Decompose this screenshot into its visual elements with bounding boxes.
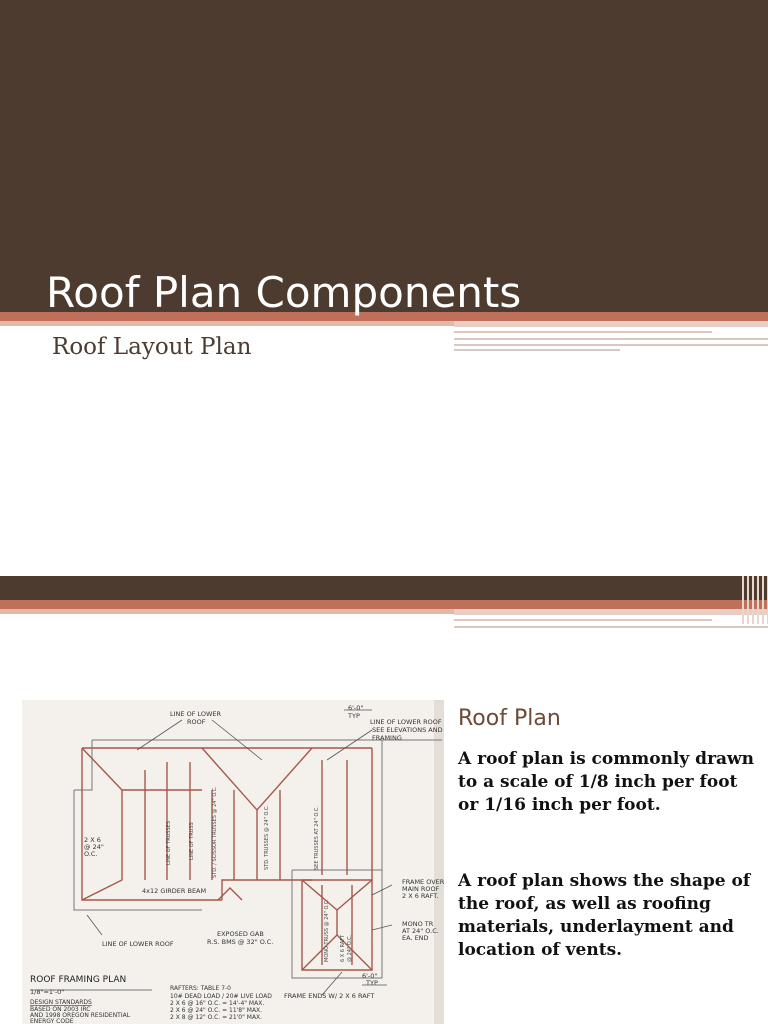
rafter-header: RAFTERS: TABLE 7-0 [170,985,231,992]
note-main-roof: MAIN ROOF [402,885,440,893]
rafter-line-4: 2 X 8 @ 12" O.C. = 21'0" MAX. [170,1014,263,1021]
note-truss-2: @ 24" O.C. [347,934,353,962]
design-line-3: ENERGY CODE [30,1018,74,1024]
note-at-24: AT 24" O.C. [402,927,439,935]
note-girder: 4x12 GIRDER BEAM [142,887,207,895]
rafter-line-3: 2 X 6 @ 24" O.C. = 11'8" MAX. [170,1007,263,1014]
roof-framing-plan-image [22,700,444,1024]
rafter-line-1: 10# DEAD LOAD / 20# LIVE LOAD [170,993,272,1000]
note-framing: FRAMING [372,734,402,742]
slide-title-text: Roof Plan Components [46,268,522,317]
note-mono-truss: MONO TR [402,920,434,928]
slide-subtitle: Roof Layout Plan [52,334,252,360]
plan-scale: 1/8"=1'-0" [30,988,65,996]
note-vertical-2: LINE OF TRUSS [189,822,195,860]
slide2-header-band [0,576,768,600]
note-vertical-6: MONO TRUSS @ 24" O.C. [324,899,330,962]
note-typ2: TYP [366,979,378,987]
note-lower-roof-top: LINE OF LOWER [170,710,222,718]
slide-roof-plan [0,576,768,1024]
note-hip-2: @ 24" [84,843,104,851]
note-lower-roof-top2: ROOF [187,718,206,726]
deco-line [454,349,620,351]
accent-stripe-shade [0,321,454,326]
note-vertical-4: STD. TRUSSES @ 24" O.C. [264,805,270,870]
note-hip-1: 2 X 6 [84,836,101,844]
note-dim-top: 6'-0" [348,704,364,712]
note-see-elevations: SEE ELEVATIONS AND [372,726,443,734]
note-lower-roof-right: LINE OF LOWER ROOF [370,718,442,726]
deco-line [454,344,768,346]
design-line-2: AND 1998 OREGON RESIDENTIAL [30,1012,131,1019]
deco-line [454,626,768,628]
design-line-1: BASED ON 2003 IRC [30,1006,91,1013]
rafter-line-2: 2 X 6 @ 16" O.C. = 14'-4" MAX. [170,1000,265,1007]
note-truss-1: 6 X 6 RAFT [340,934,346,962]
note-raft: 2 X 6 RAFT. [402,892,439,900]
note-exposed-gable: EXPOSED GAB [217,930,264,938]
deco-line [454,331,712,333]
deco-bars [742,576,768,624]
note-lower-roof-bottom: LINE OF LOWER ROOF [102,940,174,948]
accent-stripe-shade [0,609,454,614]
note-vertical-3: STD. / SCISSOR TRUSSES @ 24" O.C. [212,786,218,878]
note-ea-end: EA. END [402,934,429,942]
deco-line [454,338,768,340]
title-header-band [0,0,768,312]
note-rs-beams: R.S. BMS @ 32" O.C. [207,938,274,946]
plan-title: ROOF FRAMING PLAN [30,975,127,985]
deco-line [454,619,712,621]
roof-framing-plan-drawing [22,700,444,1024]
accent-stripe [0,600,768,609]
paragraph-shape: A roof plan shows the shape of the roof, as well as roofing materials, underlayment and location of vents. [458,871,751,960]
paragraph-scale: A roof plan is commonly drawn to a scale of 1/8 inch per foot or 1/16 inch per foot. [458,749,755,815]
note-vertical-1: LINE OF TRUSSES [166,820,172,865]
note-hip-3: O.C. [84,850,98,858]
accent-stripe-right [454,609,768,615]
note-dim-bottom: 6'-0" [362,972,378,980]
note-typ: TYP [348,712,360,720]
note-frame-over: FRAME OVER [402,878,444,886]
accent-stripe-right [454,321,768,327]
section-title: Roof Plan [458,706,561,731]
design-standards-header: DESIGN STANDARDS [30,999,92,1006]
note-vertical-5: SEE TRUSSES AT 24" O.C. [314,806,320,870]
note-frame-ends: FRAME ENDS W/ 2 X 6 RAFT [284,992,375,1000]
